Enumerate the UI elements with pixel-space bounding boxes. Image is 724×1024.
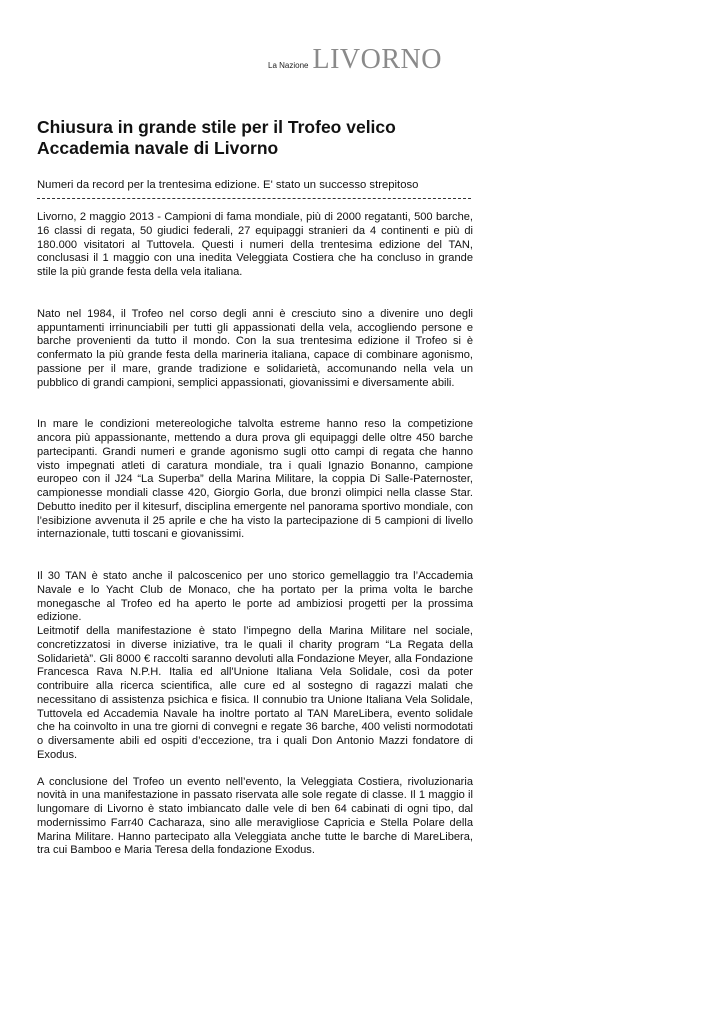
article-paragraph: Leitmotif della manifestazione è stato l’impegno della Marina Militare nel sociale, concretizzatosi in diverse iniziative, tra le quali il charity program “La Regata della Solidarietà”. Gli 8000 € raccolti saranno devoluti alla Fondazione Meyer, alla Fondazione Francesca Rava N.P.H. Italia ed all'Unione Italiana Vela Solidale, così da poter contribuire alla ricerca scientifica, alle cure ed al sostegno di ragazzi malati che necessitano di assistenza psichica e fisica. Il connubio tra Unione Italiana Vela Solidale, Tuttovela ed Accademia Navale ha inoltre portato al TAN MareLibera, evento solidale che ha coinvolto in una tre giorni di convegni e regate 36 barche, 400 velisti normodotati o diversamente abili ed ospiti d’eccezione, tra i quali Don Antonio Mazzi fondatore di Exodus. <box>37 625 473 761</box>
article-title: Chiusura in grande stile per il Trofeo velico Accademia navale di Livorno <box>37 117 396 158</box>
article-paragraph: Il 30 TAN è stato anche il palcoscenico per uno storico gemellaggio tra l’Accademia Navale e lo Yacht Club de Monaco, che ha portato per la prima volta le barche monegasche al Trofeo ed ha aperto le porte ad ambiziosi progetti per la prossima edizione. <box>37 570 473 624</box>
article-paragraph: Livorno, 2 maggio 2013 - Campioni di fama mondiale, più di 2000 regatanti, 500 barche, 16 classi di regata, 50 giudici federali, 27 equipaggi stranieri da 4 continenti e più di 180.000 visitatori al Tuttovela. Questi i numeri della trentesima edizione del TAN, conclusasi il 1 maggio con una inedita Veleggiata Costiera che ha concluso in grande stile la più grande festa della vela italiana. <box>37 211 473 278</box>
masthead <box>268 44 442 76</box>
newspaper-name: La Nazione <box>268 61 309 70</box>
masthead-city: LIVORNO <box>312 44 442 75</box>
article-subtitle: Numeri da record per la trentesima edizione. E' stato un successo strepitoso <box>37 179 419 191</box>
dashed-divider <box>37 198 471 199</box>
article-paragraph: Nato nel 1984, il Trofeo nel corso degli anni è cresciuto sino a divenire uno degli appuntamenti irrinunciabili per tutti gli appassionati della vela, accogliendo persone e barche provenienti da tutto il mondo. Con la sua trentesima edizione il Trofeo si è confermato la più grande festa della marineria italiana, capace di combinare agonismo, passione per il mare, grande tradizione e solidarietà, accomunando nella vela un pubblico di grandi campioni, semplici appassionati, giovanissimi e diversamente abili. <box>37 307 473 389</box>
article <box>37 117 473 858</box>
article-paragraph: In mare le condizioni metereologiche talvolta estreme hanno reso la competizione ancora più appassionante, mettendo a dura prova gli equipaggi delle oltre 450 barche partecipanti. Grandi numeri e grande agonismo sugli otto campi di regata che hanno visto impegnati atleti di caratura mondiale, tra i quali Ignazio Bonanno, campione europeo con il J24 “La Superba” della Marina Militare, la coppia Di Salle-Paternoster, campionesse mondiali classe 420, Giorgio Gorla, due bronzi olimpici nella classe Star. Debutto inedito per il kitesurf, disciplina emergente nel panorama sportivo mondiale, con l’esibizione avvenuta il 25 aprile e che ha visto la partecipazione di 5 campioni di livello internazionale, tutti toscani e giovanissimi. <box>37 418 473 541</box>
article-paragraph: A conclusione del Trofeo un evento nell’evento, la Veleggiata Costiera, rivoluzionaria novità in una manifestazione in passato riservata alle sole regate di classe. Il 1 maggio il lungomare di Livorno è stato imbiancato dalle vele di ben 64 cabinati di ogni tipo, dal modernissimo Farr40 Cacharaza, sino alle meravigliose Capricia e Stella Polare della Marina Militare. Hanno partecipato alla Veleggiata anche tutte le barche di MareLibera, tra cui Bamboo e Maria Teresa della fondazione Exodus. <box>37 775 473 857</box>
